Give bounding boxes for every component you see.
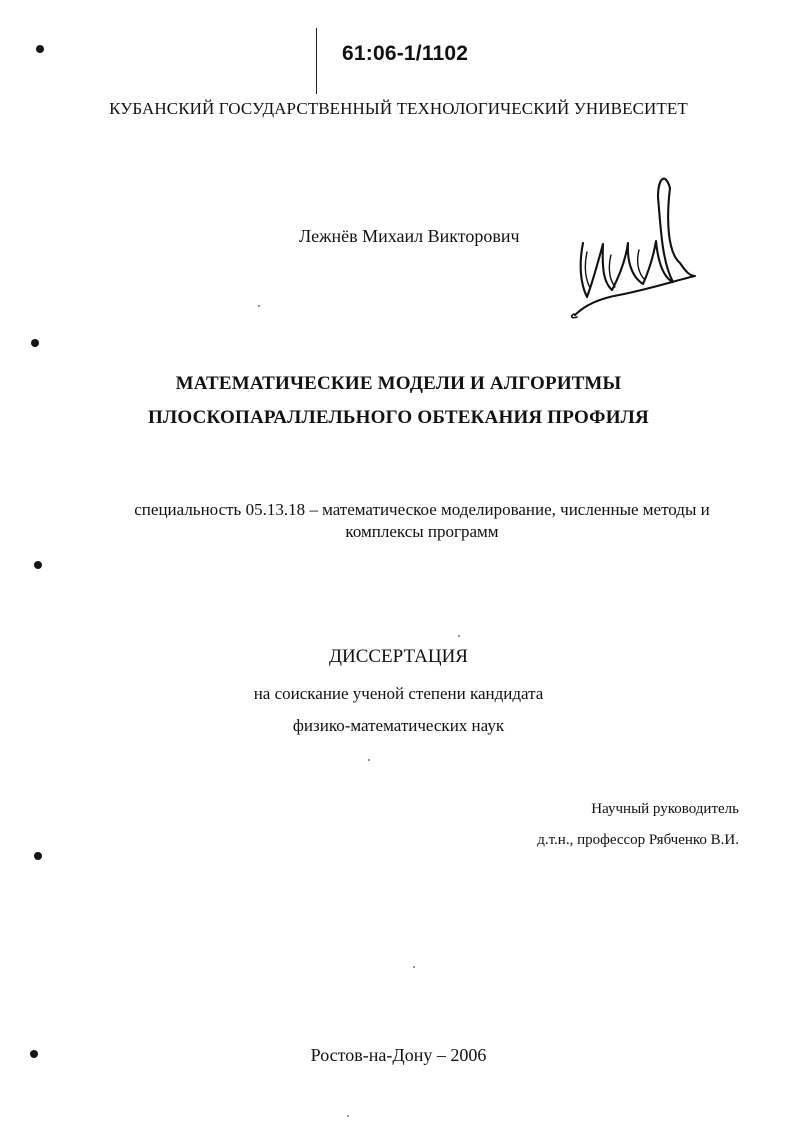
specialty-description: специальность 05.13.18 – математическое моделирование, численные методы и комплексы программ — [134, 500, 710, 541]
work-type: ДИССЕРТАЦИЯ — [329, 646, 468, 667]
binding-hole — [31, 339, 39, 347]
binding-hole — [34, 561, 42, 569]
scan-speck — [258, 305, 260, 307]
dissertation-title-line: ПЛОСКОПАРАЛЛЕЛЬНОГО ОБТЕКАНИЯ ПРОФИЛЯ — [148, 407, 649, 428]
advisor-label: Научный руководитель — [591, 801, 739, 817]
university-name: КУБАНСКИЙ ГОСУДАРСТВЕННЫЙ ТЕХНОЛОГИЧЕСКИЙ УНИВЕСИТЕТ — [109, 99, 688, 118]
author-name: Лежнёв Михаил Викторович — [299, 226, 520, 246]
advisor-name: д.т.н., профессор Рябченко В.И. — [537, 832, 739, 848]
scan-speck — [347, 1115, 349, 1117]
document-code: 61:06-1/1102 — [342, 42, 469, 65]
degree-science: физико-математических наук — [292, 716, 505, 735]
binding-hole — [36, 45, 44, 53]
dissertation-title-line: МАТЕМАТИЧЕСКИЕ МОДЕЛИ И АЛГОРИТМЫ — [175, 373, 622, 394]
city-year: Ростов-на-Дону – 2006 — [310, 1045, 487, 1065]
scan-speck — [458, 635, 460, 637]
handwritten-signature — [567, 171, 705, 321]
degree-purpose: на соискание ученой степени кандидата — [253, 684, 544, 703]
code-divider — [316, 28, 317, 94]
scan-speck — [368, 759, 370, 761]
scan-speck — [413, 966, 415, 968]
binding-hole — [34, 852, 42, 860]
